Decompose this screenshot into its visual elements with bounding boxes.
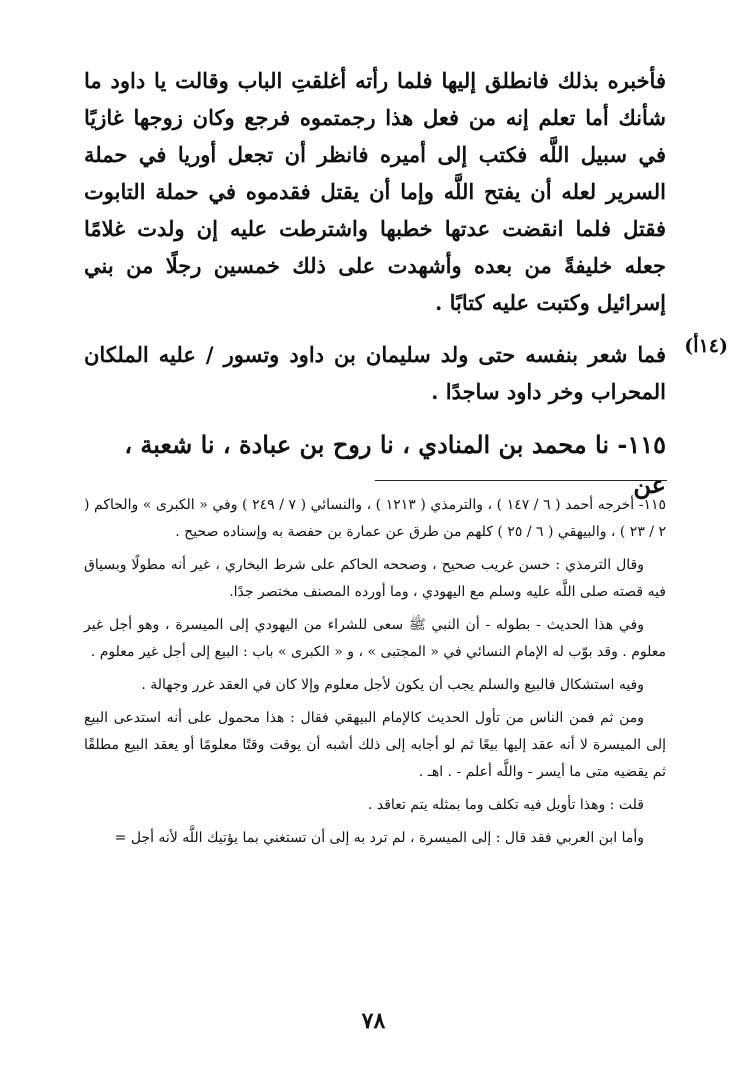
footnote-paragraph: ومن ثم فمن الناس من تأول الحديث كالإمام البيهقي فقال : هذا محمول على أنه استدعى البيع إلى الميسرة لا أنه عقد إليها بيعًا ثم لو أجابه إلى ذلك أشبه أن يوقت وقتًا معلومًا أو يعقد البيع مطلقًا ثم يقضيه متى ما أيسر - واللَّه أعلم - . اهـ . bbox=[84, 710, 666, 780]
margin-folio-marker: (١٤أ) bbox=[684, 335, 728, 357]
footnote-paragraph: وقال الترمذي : حسن غريب صحيح ، وصححه الحاكم على شرط البخاري ، غير أنه مطولًا وبسياق فيه قصته صلى اللَّه عليه وسلم مع اليهودي ، وما أورده المصنف مختصر جدًا. bbox=[84, 557, 666, 600]
footnote-paragraph: وفيه استشكال فالبيع والسلم يجب أن يكون لأجل معلوم وإلا كان في العقد غرر وجهالة . bbox=[141, 677, 644, 693]
footnote-paragraph: وأما ابن العربي فقد قال : إلى الميسرة ، لم ترد به إلى أن تستغني بما يؤتيك اللَّه لأنه أجل = bbox=[114, 830, 644, 846]
footnote-paragraph: وفي هذا الحديث - بطوله - أن النبي ﷺ سعى للشراء من اليهودي إلى الميسرة ، وهو أجل غير معلوم . وقد بوّب له الإمام النسائي في « المجتبى » ، و « الكبرى » باب : البيع إلى أجل غير معلوم . bbox=[84, 617, 666, 660]
hadith-heading-line: ١١٥- نا محمد بن المنادي ، نا روح بن عبادة ، نا شعبة ، عن bbox=[124, 430, 666, 499]
main-text-block bbox=[84, 62, 666, 321]
page-number: ٧٨ bbox=[361, 1008, 386, 1034]
footnote-separator bbox=[375, 480, 667, 481]
footnote-paragraph: قلت : وهذا تأويل فيه تكلف وما بمثله يتم تعاقد . bbox=[367, 797, 644, 813]
footnotes-block bbox=[84, 492, 666, 858]
footnote-paragraph: ١١٥- أخرجه أحمد ( ٦ / ١٤٧ ) ، والترمذي ( ١٢١٣ ) ، والنسائي ( ٧ / ٢٤٩ ) وفي « الكبرى » والحاكم ( ٢ / ٢٣ ) ، والبيهقي ( ٦ / ٢٥ ) كلهم من طرق عن عمارة بن حفصة به وإسناده صحيح . bbox=[84, 497, 667, 540]
main-text-block-2 bbox=[84, 336, 666, 410]
main-paragraph-2: فما شعر بنفسه حتى ولد سليمان بن داود وتسور / عليه الملكان المحراب وخر داود ساجدًا . bbox=[84, 342, 666, 404]
main-paragraph-1: فأخبره بذلك فانطلق إليها فلما رأته أغلقتِ الباب وقالت يا داود ما شأنك أما تعلم إنه من فعل هذا رجمتموه فرجع وكان زوجها غازيًا في سبيل اللَّه فكتب إلى أميره فانظر أن تجعل أوريا في حملة السرير لعله أن يفتح اللَّه وإما أن يقتل فقدموه في حملة التابوت فقتل فلما انقضت عدتها خطبها واشترطت عليه إن ولدت غلامًا جعله خليفةً من بعده وأشهدت على ذلك خمسين رجلًا من بني إسرائيل وكتبت عليه كتابًا . bbox=[84, 68, 666, 315]
